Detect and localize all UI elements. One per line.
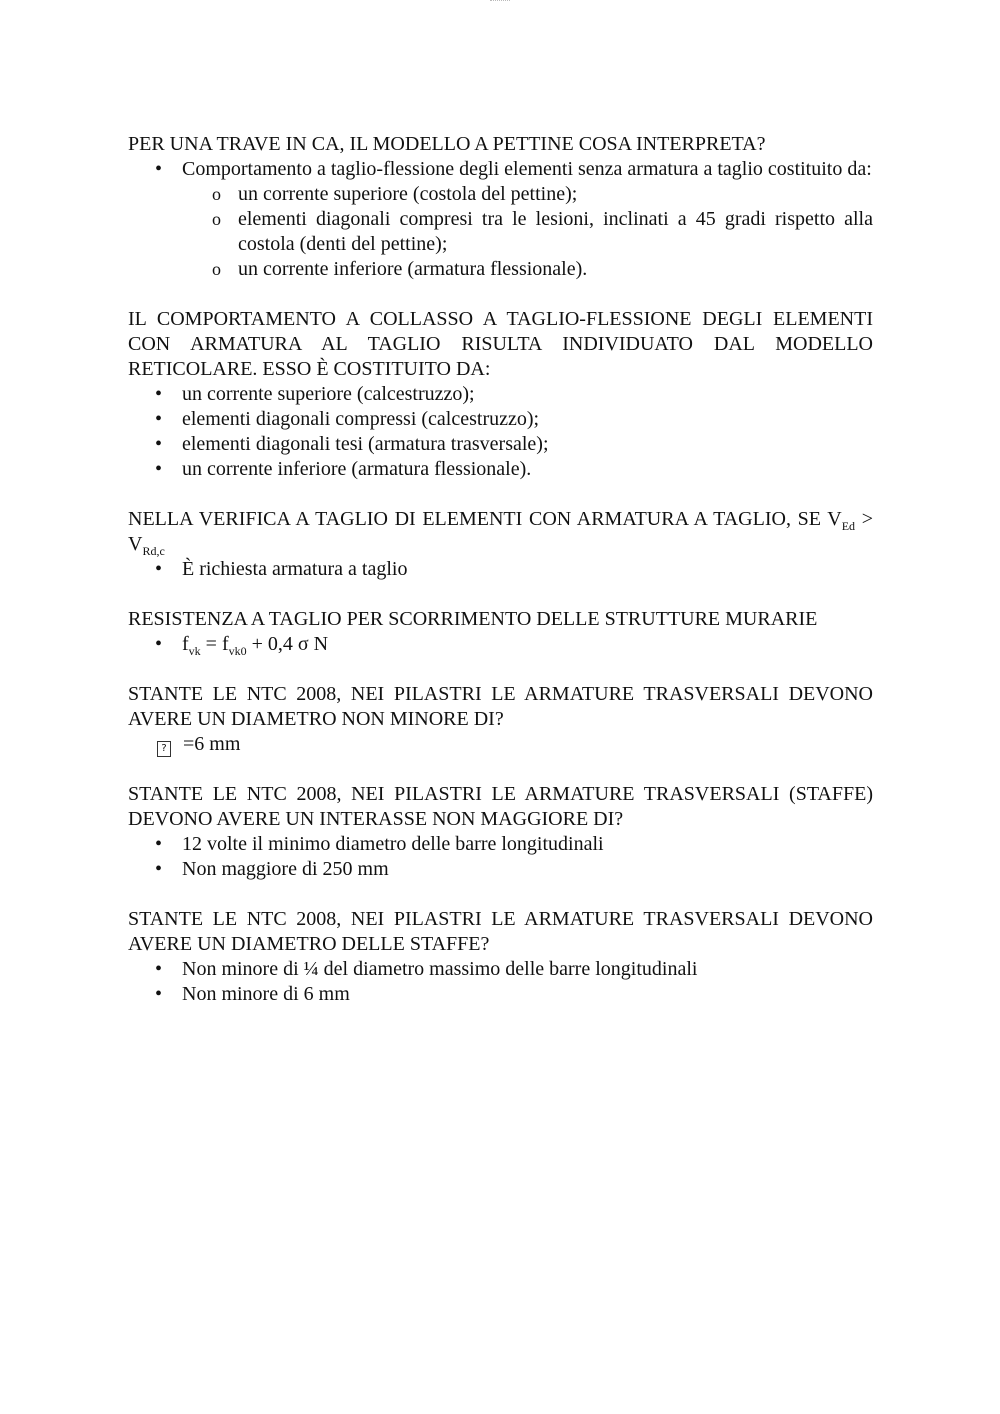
- question-heading: STANTE LE NTC 2008, NEI PILASTRI LE ARMATURE TRASVERSALI DEVONO AVERE UN DIAMETRO DELLE STAFFE?: [128, 908, 873, 955]
- list-item: • 12 volte il minimo diametro delle barre longitudinali: [128, 832, 873, 857]
- question-heading: STANTE LE NTC 2008, NEI PILASTRI LE ARMATURE TRASVERSALI (STAFFE) DEVONO AVERE UN INTERASSE NON MAGGIORE DI?: [128, 783, 873, 830]
- list-item: • Non minore di ¼ del diametro massimo delle barre longitudinali: [128, 957, 873, 982]
- section-7: [128, 907, 873, 1007]
- subscript-rdc: Rd,c: [142, 544, 165, 558]
- formula-subscript: vk: [188, 644, 201, 658]
- section-4: [128, 607, 873, 657]
- sub-list-item: o elementi diagonali compresi tra le lesioni, inclinati a 45 gradi rispetto alla costola (denti del pettine);: [128, 207, 873, 257]
- bullet-list: [128, 557, 873, 582]
- question-heading: IL COMPORTAMENTO A COLLASSO A TAGLIO-FLESSIONE DEGLI ELEMENTI CON ARMATURA AL TAGLIO RISULTA INDIVIDUATO DAL MODELLO RETICOLARE. ESSO È COSTITUITO DA:: [128, 308, 873, 380]
- subscript-ed: Ed: [841, 519, 856, 533]
- question-text-mid: > V: [128, 508, 874, 555]
- list-item: • un corrente superiore (calcestruzzo);: [128, 382, 873, 407]
- question-heading: RESISTENZA A TAGLIO PER SCORRIMENTO DELLE STRUTTURE MURARIE: [128, 608, 818, 630]
- question-text: NELLA VERIFICA A TAGLIO DI ELEMENTI CON ARMATURA A TAGLIO, SE V: [128, 508, 842, 530]
- bullet-list: [128, 957, 873, 1007]
- sub-list-item: o un corrente inferiore (armatura flessionale).: [128, 257, 873, 282]
- bullet-list: [128, 157, 873, 182]
- formula-rest: + 0,4 σ N: [246, 633, 329, 655]
- list-item: • Non minore di 6 mm: [128, 982, 873, 1007]
- formula-symbol: f: [182, 633, 189, 655]
- sub-list: [128, 182, 873, 282]
- header-mark: [490, 0, 510, 4]
- question-heading: [128, 507, 873, 557]
- section-1: [128, 132, 873, 282]
- bullet-list: [128, 632, 873, 657]
- formula-equals: = f: [200, 633, 229, 655]
- missing-glyph-icon: ?: [157, 741, 171, 757]
- list-item: • un corrente inferiore (armatura flessionale).: [128, 457, 873, 482]
- answer-line: [128, 732, 873, 757]
- sub-list-item: o un corrente superiore (costola del pettine);: [128, 182, 873, 207]
- question-heading: STANTE LE NTC 2008, NEI PILASTRI LE ARMATURE TRASVERSALI DEVONO AVERE UN DIAMETRO NON MINORE DI?: [128, 683, 873, 730]
- list-item: • È richiesta armatura a taglio: [128, 557, 873, 582]
- bullet-list: [128, 382, 873, 482]
- section-6: [128, 782, 873, 882]
- list-item: • Non maggiore di 250 mm: [128, 857, 873, 882]
- list-item: • Comportamento a taglio-flessione degli elementi senza armatura a taglio costituito da:: [128, 157, 873, 182]
- section-3: [128, 507, 873, 582]
- answer-text: =6 mm: [183, 733, 241, 755]
- formula-item: [128, 632, 873, 657]
- list-item: • elementi diagonali tesi (armatura trasversale);: [128, 432, 873, 457]
- document-page: [128, 132, 873, 1032]
- section-5: [128, 682, 873, 757]
- formula-subscript: vk0: [228, 644, 247, 658]
- question-heading: PER UNA TRAVE IN CA, IL MODELLO A PETTINE COSA INTERPRETA?: [128, 133, 766, 155]
- section-2: [128, 307, 873, 482]
- list-item: • elementi diagonali compressi (calcestruzzo);: [128, 407, 873, 432]
- bullet-list: [128, 832, 873, 882]
